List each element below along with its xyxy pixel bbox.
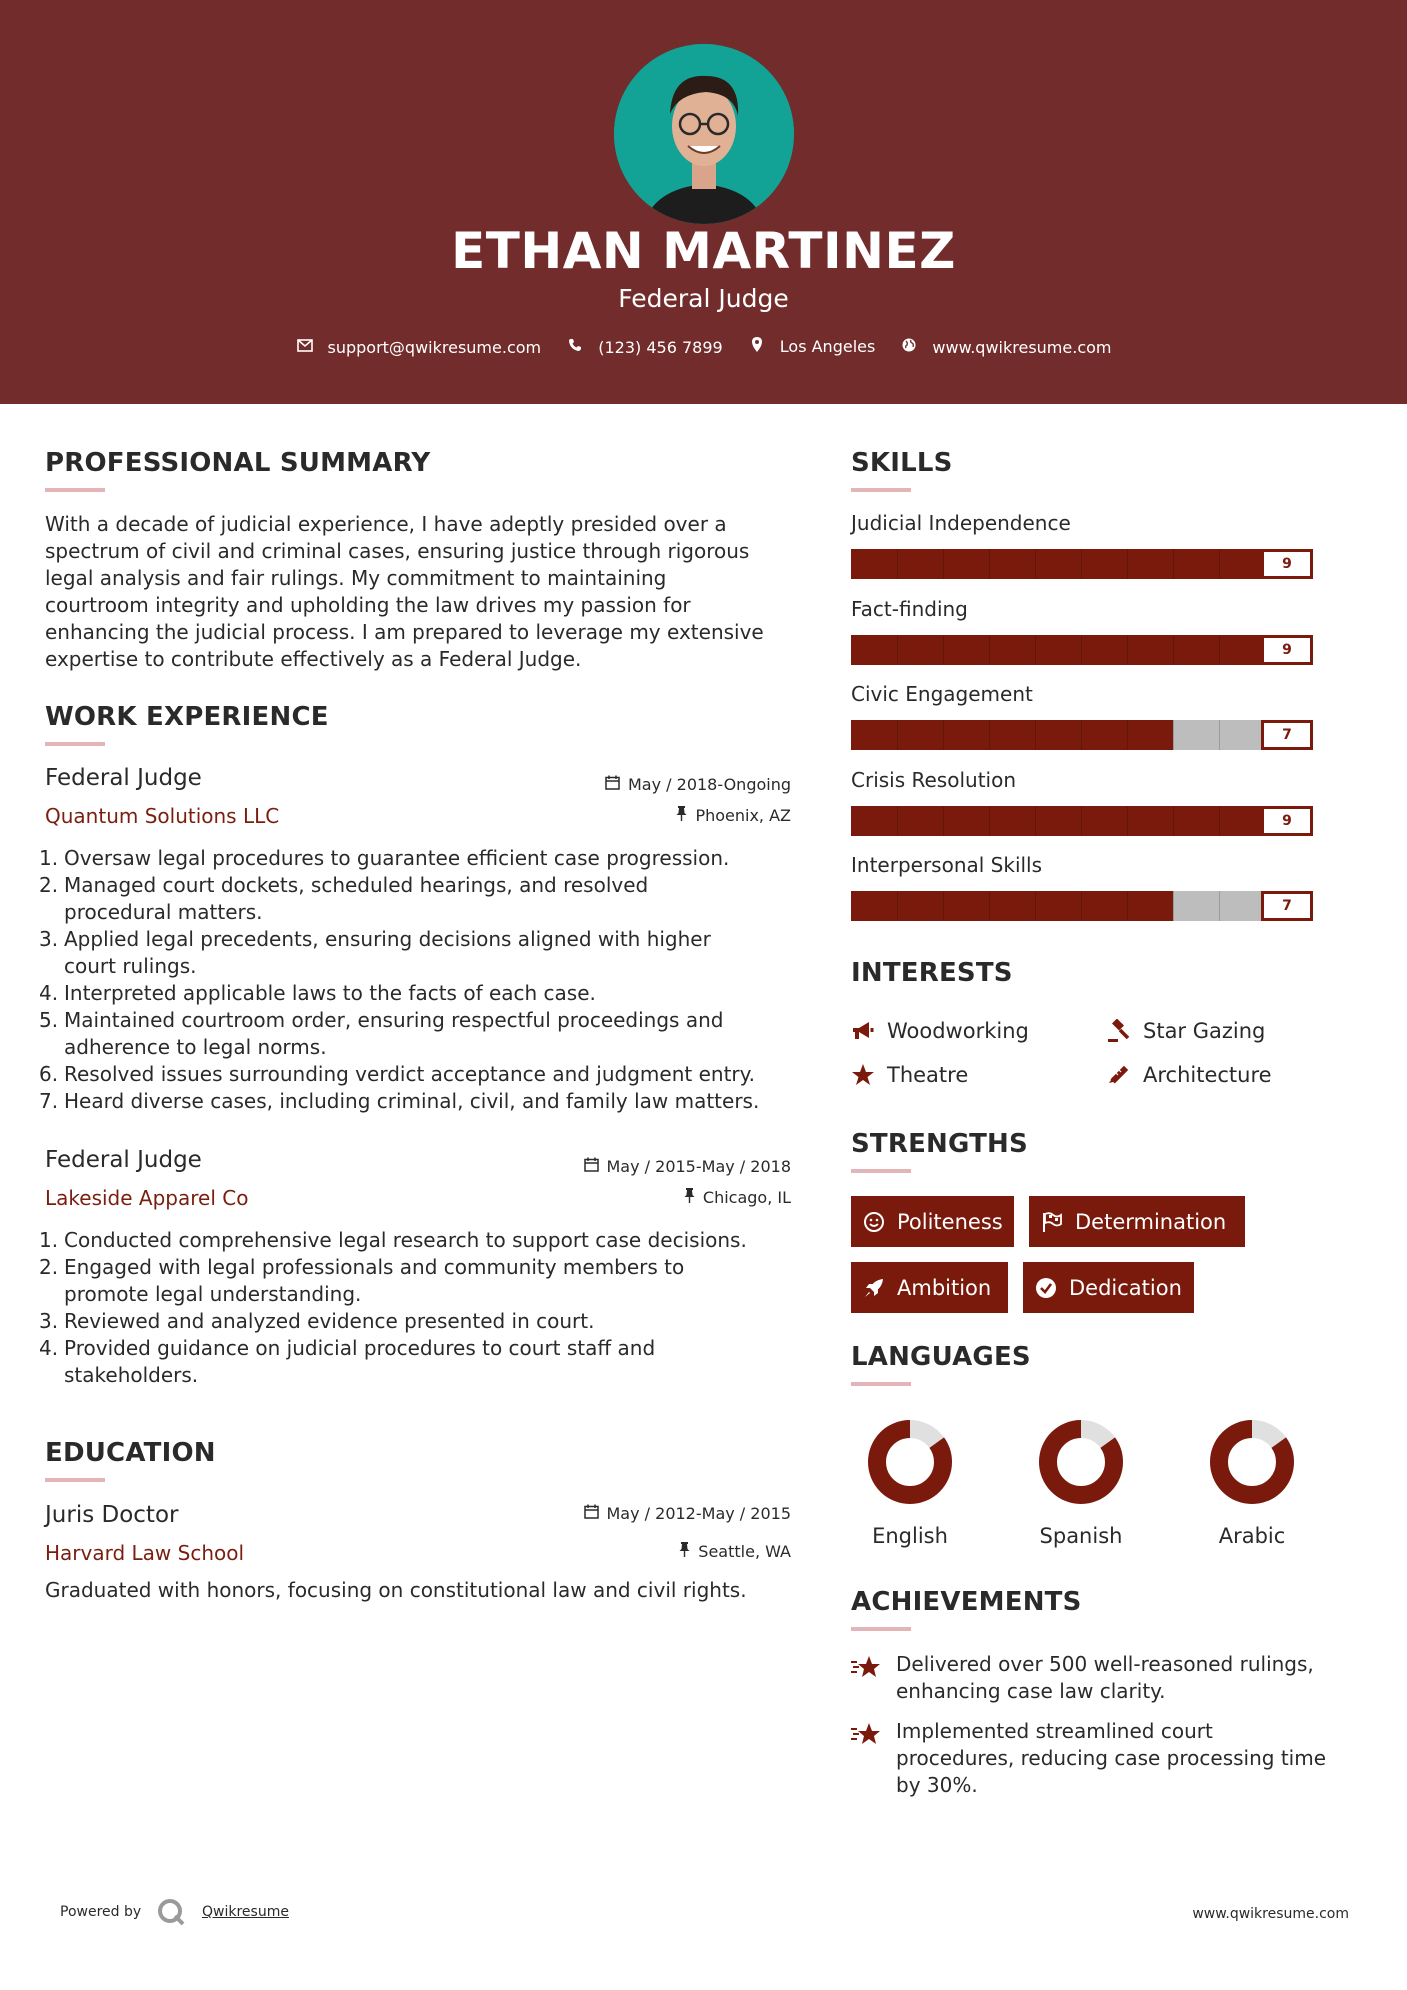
achievement-item <box>896 1718 1376 1799</box>
achievement-line: procedures, reducing case processing time <box>896 1746 1327 1770</box>
education-underline <box>45 1478 105 1482</box>
list-text: court rulings. <box>64 954 197 978</box>
skill-segment-divider <box>1081 891 1082 921</box>
list-number: 4. <box>39 981 59 1005</box>
trophy-star-icon <box>850 1721 882 1749</box>
education-location-text: Seattle, WA <box>698 1542 791 1561</box>
list-text: Resolved issues surrounding verdict acceptance and judgment entry. <box>64 1062 755 1086</box>
list-item <box>39 1227 805 1254</box>
flag-icon <box>1041 1211 1063 1233</box>
summary-line: courtroom integrity and upholding the law drives my passion for <box>45 593 691 617</box>
skill-segment-divider <box>1173 549 1174 579</box>
skill-level-fill <box>851 635 1265 665</box>
list-text: Heard diverse cases, including criminal, civil, and family law matters. <box>64 1089 760 1113</box>
summary-underline <box>45 488 105 492</box>
strength-chip <box>851 1196 1014 1247</box>
skill-level-bar <box>851 549 1311 579</box>
skill-level-fill <box>851 549 1265 579</box>
language-donut <box>866 1418 954 1506</box>
interest-item <box>851 1019 1029 1043</box>
skill-level-bar <box>851 891 1311 921</box>
summary-heading: PROFESSIONAL SUMMARY <box>45 448 431 478</box>
job-title: Federal Judge <box>45 765 202 791</box>
experience-underline <box>45 742 105 746</box>
skill-segment-divider <box>1081 549 1082 579</box>
check-circle-icon <box>1035 1277 1057 1299</box>
pushpin-icon <box>684 1188 695 1207</box>
skill-segment-divider <box>989 635 990 665</box>
job-dates <box>605 775 791 794</box>
strengths-underline <box>851 1169 911 1173</box>
list-number: 3. <box>39 927 59 951</box>
list-number: 2. <box>39 1255 59 1279</box>
skill-level-fill <box>851 891 1173 921</box>
language-label: Spanish <box>1039 1524 1123 1548</box>
summary-line: With a decade of judicial experience, I have adeptly presided over a <box>45 512 727 536</box>
list-text: Maintained courtroom order, ensuring respectful proceedings and <box>64 1008 724 1032</box>
pushpin-icon <box>679 1542 690 1561</box>
strength-label: Dedication <box>1069 1275 1182 1300</box>
strength-chip <box>1023 1262 1194 1313</box>
skill-segment-divider <box>1219 806 1220 836</box>
list-text: Applied legal precedents, ensuring decisions aligned with higher <box>64 927 711 951</box>
list-number: 4. <box>39 1336 59 1360</box>
skill-segment-divider <box>1173 720 1174 750</box>
skill-segment-divider <box>1081 720 1082 750</box>
summary-line: enhancing the judicial process. I am prepared to leverage my extensive <box>45 620 764 644</box>
contact-phone[interactable] <box>566 338 722 357</box>
smile-icon <box>863 1211 885 1233</box>
skill-level-value: 9 <box>1261 549 1313 579</box>
skill-label: Civic Engagement <box>851 682 1033 706</box>
megaphone-icon <box>851 1019 875 1043</box>
skill-level-bar <box>851 720 1311 750</box>
contact-website-text: www.qwikresume.com <box>932 337 1112 357</box>
interest-label: Woodworking <box>887 1019 1029 1043</box>
skill-level-value: 9 <box>1261 806 1313 836</box>
experience-heading: WORK EXPERIENCE <box>45 702 329 732</box>
job-company: Quantum Solutions LLC <box>45 804 280 828</box>
list-item <box>39 926 805 980</box>
powered-by-text: Powered by <box>60 1904 142 1920</box>
strengths-heading: STRENGTHS <box>851 1129 1028 1159</box>
list-item <box>39 980 805 1007</box>
skill-level-value: 7 <box>1261 720 1313 750</box>
list-item <box>39 845 805 872</box>
language-donut <box>1208 1418 1296 1506</box>
gavel-icon <box>1107 1019 1131 1043</box>
skill-segment-divider <box>1173 891 1174 921</box>
strength-chip <box>851 1262 1008 1313</box>
skill-label: Judicial Independence <box>851 511 1071 535</box>
envelope-icon <box>296 338 314 356</box>
skill-segment-divider <box>943 806 944 836</box>
skill-segment-divider <box>943 635 944 665</box>
school-name: Harvard Law School <box>45 1541 245 1565</box>
skill-segment-divider <box>1173 635 1174 665</box>
skill-segment-divider <box>989 549 990 579</box>
education-description: Graduated with honors, focusing on constitutional law and civil rights. <box>45 1578 747 1602</box>
job-duties-list <box>39 1227 805 1389</box>
job-duties-list <box>39 845 805 1115</box>
degree-title: Juris Doctor <box>45 1502 179 1528</box>
skill-segment-divider <box>989 806 990 836</box>
strength-label: Determination <box>1075 1209 1227 1234</box>
skill-level-bar <box>851 806 1311 836</box>
skill-segment-divider <box>1035 720 1036 750</box>
skill-segment-divider <box>989 891 990 921</box>
list-number: 3. <box>39 1309 59 1333</box>
skill-label: Fact-finding <box>851 596 968 621</box>
list-text: procedural matters. <box>64 900 263 924</box>
job-location <box>676 806 791 825</box>
calendar-icon <box>605 775 620 794</box>
job-dates-text: May / 2015-May / 2018 <box>606 1157 791 1176</box>
list-number: 1. <box>39 846 59 870</box>
education-heading: EDUCATION <box>45 1438 216 1468</box>
resume-header <box>0 0 1407 404</box>
interest-item <box>1107 1019 1265 1043</box>
skill-segment-divider <box>943 549 944 579</box>
skills-heading: SKILLS <box>851 448 953 478</box>
education-dates <box>584 1504 792 1523</box>
list-text: Oversaw legal procedures to guarantee efficient case progression. <box>64 846 730 870</box>
person-avatar-icon <box>614 44 794 224</box>
skill-segment-divider <box>897 720 898 750</box>
summary-text <box>45 511 805 673</box>
summary-line: spectrum of civil and criminal cases, ensuring justice through rigorous <box>45 539 750 563</box>
achievement-item <box>896 1651 1376 1705</box>
globe-icon <box>900 338 918 356</box>
skill-level-bar <box>851 635 1311 665</box>
skill-segment-divider <box>1219 720 1220 750</box>
achievements-underline <box>851 1627 911 1631</box>
list-item <box>39 1335 805 1389</box>
languages-heading: LANGUAGES <box>851 1342 1031 1372</box>
interest-item <box>1107 1063 1272 1087</box>
strength-label: Ambition <box>897 1275 992 1300</box>
skill-segment-divider <box>1035 806 1036 836</box>
skill-level-fill <box>851 806 1265 836</box>
skill-segment-divider <box>1127 635 1128 665</box>
calendar-icon <box>584 1157 599 1176</box>
list-item <box>39 1007 805 1061</box>
skill-segment-divider <box>1127 806 1128 836</box>
contact-phone-text: (123) 456 7899 <box>598 337 723 357</box>
candidate-title: Federal Judge <box>618 284 789 313</box>
job-location-text: Phoenix, AZ <box>695 806 791 825</box>
achievement-line: enhancing case law clarity. <box>896 1679 1166 1703</box>
contact-bar <box>0 337 1407 357</box>
list-item <box>39 1088 805 1115</box>
brand-link[interactable]: Qwikresume <box>202 1904 289 1920</box>
list-text: stakeholders. <box>64 1363 199 1387</box>
list-text: Interpreted applicable laws to the facts of each case. <box>64 981 596 1005</box>
job-company: Lakeside Apparel Co <box>45 1186 249 1210</box>
list-text: promote legal understanding. <box>64 1282 362 1306</box>
summary-line: legal analysis and fair rulings. My commitment to maintaining <box>45 566 667 590</box>
contact-email-text: support@qwikresume.com <box>327 337 542 357</box>
skill-segment-divider <box>1081 635 1082 665</box>
list-text: Engaged with legal professionals and community members to <box>64 1255 685 1279</box>
summary-line: expertise to contribute effectively as a Federal Judge. <box>45 647 582 671</box>
contact-location <box>748 337 876 356</box>
skill-level-fill <box>851 720 1173 750</box>
skill-segment-divider <box>897 891 898 921</box>
contact-website[interactable] <box>900 338 1111 357</box>
list-text: Provided guidance on judicial procedures to court staff and <box>64 1336 656 1360</box>
list-number: 5. <box>39 1008 59 1032</box>
pushpin-icon <box>676 806 687 825</box>
strength-label: Politeness <box>897 1209 1003 1234</box>
skill-segment-divider <box>1035 635 1036 665</box>
list-item <box>39 1308 805 1335</box>
skill-level-value: 7 <box>1261 891 1313 921</box>
achievement-line: Implemented streamlined court <box>896 1719 1213 1743</box>
education-dates-text: May / 2012-May / 2015 <box>606 1504 791 1523</box>
skill-segment-divider <box>1035 549 1036 579</box>
list-number: 1. <box>39 1228 59 1252</box>
achievements-heading: ACHIEVEMENTS <box>851 1587 1082 1617</box>
interest-label: Theatre <box>887 1063 969 1087</box>
star-icon <box>851 1063 875 1087</box>
skill-segment-divider <box>1035 891 1036 921</box>
trophy-star-icon <box>850 1654 882 1682</box>
interest-item <box>851 1063 968 1087</box>
skill-segment-divider <box>1127 549 1128 579</box>
contact-location-text: Los Angeles <box>779 337 876 356</box>
qwikresume-logo-icon <box>156 1897 186 1927</box>
skill-segment-divider <box>897 806 898 836</box>
interest-label: Architecture <box>1143 1063 1272 1087</box>
profile-photo <box>614 44 794 224</box>
job-title: Federal Judge <box>45 1147 202 1173</box>
footer-url[interactable]: www.qwikresume.com <box>1192 1906 1349 1922</box>
candidate-name: ETHAN MARTINEZ <box>451 222 956 280</box>
job-dates <box>584 1157 792 1176</box>
map-pin-icon <box>748 337 766 356</box>
achievement-line: by 30%. <box>896 1773 978 1797</box>
language-label: English <box>872 1524 948 1548</box>
list-number: 7. <box>39 1089 59 1113</box>
skill-label: Interpersonal Skills <box>851 853 1043 877</box>
achievement-line: Delivered over 500 well-reasoned rulings, <box>896 1652 1314 1676</box>
job-location <box>684 1188 791 1207</box>
phone-icon <box>566 338 584 356</box>
skill-segment-divider <box>943 720 944 750</box>
language-donut <box>1037 1418 1125 1506</box>
skill-segment-divider <box>1219 635 1220 665</box>
skill-segment-divider <box>1219 891 1220 921</box>
list-number: 2. <box>39 873 59 897</box>
language-label: Arabic <box>1218 1524 1286 1548</box>
job-dates-text: May / 2018-Ongoing <box>628 775 791 794</box>
skill-label: Crisis Resolution <box>851 767 1016 792</box>
skill-segment-divider <box>1127 720 1128 750</box>
list-text: Reviewed and analyzed evidence presented in court. <box>64 1309 595 1333</box>
skill-segment-divider <box>989 720 990 750</box>
skill-segment-divider <box>1173 806 1174 836</box>
skill-segment-divider <box>1081 806 1082 836</box>
skill-level-value: 9 <box>1261 635 1313 665</box>
contact-email[interactable] <box>296 338 542 357</box>
languages-underline <box>851 1382 911 1386</box>
skill-segment-divider <box>897 635 898 665</box>
strength-chip <box>1029 1196 1245 1247</box>
skill-segment-divider <box>897 549 898 579</box>
job-location-text: Chicago, IL <box>702 1188 791 1207</box>
list-item <box>39 872 805 926</box>
ruler-pencil-icon <box>1107 1063 1131 1087</box>
interest-label: Star Gazing <box>1143 1019 1266 1043</box>
skill-segment-divider <box>943 891 944 921</box>
list-text: adherence to legal norms. <box>64 1035 327 1059</box>
skill-segment-divider <box>1219 549 1220 579</box>
education-location <box>679 1542 791 1561</box>
calendar-icon <box>584 1504 599 1523</box>
list-number: 6. <box>39 1062 59 1086</box>
skill-segment-divider <box>1127 891 1128 921</box>
list-text: Managed court dockets, scheduled hearings, and resolved <box>64 873 649 897</box>
rocket-icon <box>863 1277 885 1299</box>
list-item <box>39 1061 805 1088</box>
skills-underline <box>851 488 911 492</box>
list-item <box>39 1254 805 1308</box>
list-text: Conducted comprehensive legal research to support case decisions. <box>64 1228 747 1252</box>
interests-heading: INTERESTS <box>851 958 1013 988</box>
